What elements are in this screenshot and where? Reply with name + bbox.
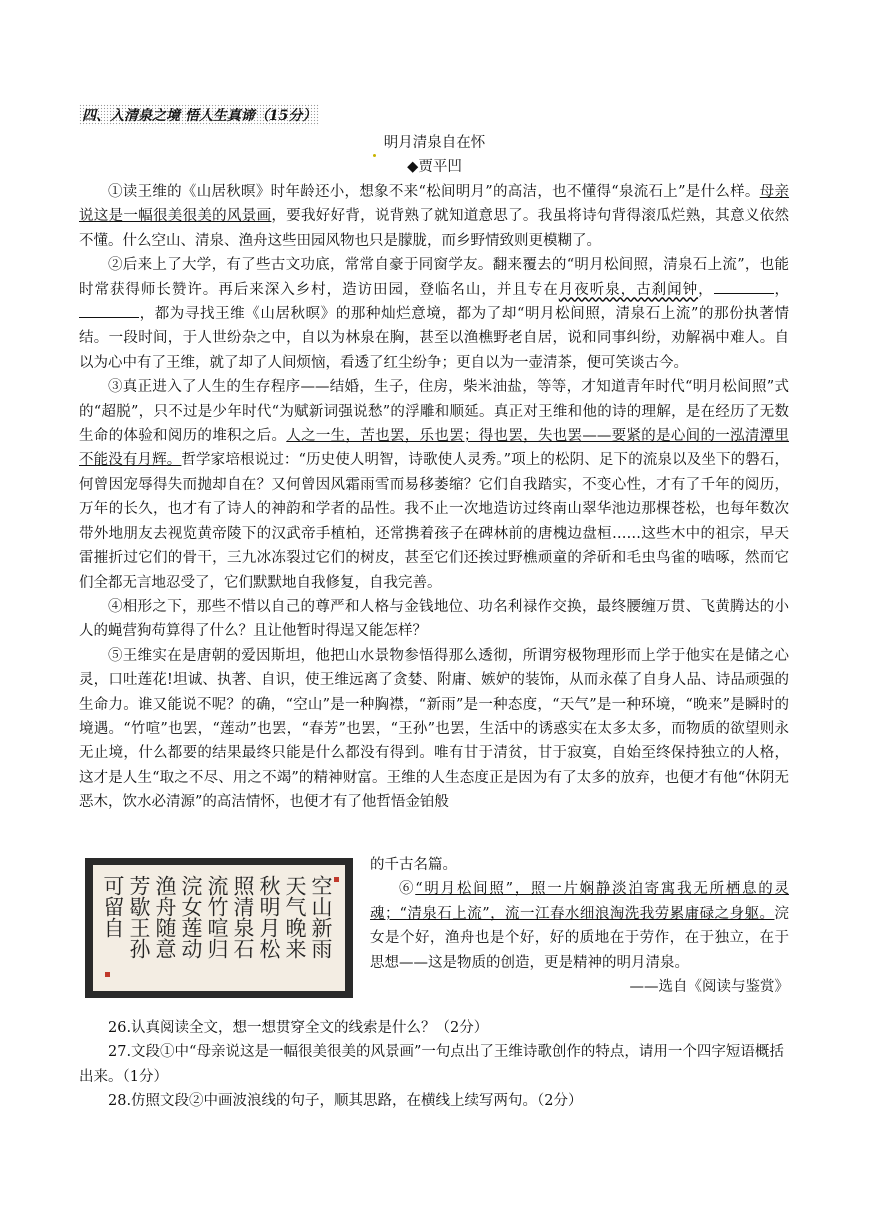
paragraph-5-end: 的千古名篇。 [370,857,457,873]
article-title: 明月清泉自在怀 [383,135,486,151]
p3-text: ③真正进入了人生的生存程序——结婚，生子，住房，柴米油盐，等等，才知道青年时代“明月松间照”式的“超脱”，只不过是少年时代“为赋新词强说愁”的浮雕和顺延。真正对王维和他的诗的理解，是在经历了无数生命的体验和阅历的堆积之后。 [79,379,789,445]
p2-wavy-phrase: 月夜听泉，古刹闻钟 [558,281,699,298]
p2-comma: ， [698,281,714,298]
paragraph-5: ⑤王维实在是唐朝的爱因斯坦，他把山水景物参悟得那么透彻，所谓穷极物理形而上学于他实在是储之心灵，口吐莲花!坦诚、执著、自识，使王维远离了贪婪、附庸、嫉妒的装饰，从而永葆了自身人品、诗品顽强的生命力。谁又能说不呢？的确，“空山”是一种胸襟，“新雨”是一种态度，“天气”是一种环境，“晚来”是瞬时的境遇。“竹喧”也罢，“莲动”也罢，“春芳”也罢，“王孙”也罢，生活中的诱惑实在太多太多，而物质的欲望则永无止境，什么都要的结果最终只能是什么都没有得到。唯有甘于清贫，甘于寂寞，自始至终保持独立的人格，这才是人生“取之不尽、用之不竭”的精神财富。王维的人生态度正是因为有了太多的放弃，也便才有他“休阴无恶木，饮水必清源”的高洁情怀，也便才有了他哲悟金铂般 [79,647,789,811]
seal-stamp [334,877,339,882]
question-27: 27.文段①中“母亲说这是一幅很美很美的风景画”一句点出了王维诗歌创作的特点，请用一个四字短语概括出来。（1分） [79,1044,784,1085]
p3-underlined: 人之一生，苦也罢，乐也罢；得也罢，失也罢——要紧的是心间的一泓清潭里不能没有月辉。 [79,428,790,469]
article-author: ◆贾平凹 [407,159,462,175]
calligraphy-column: 秋明月松 [257,875,281,959]
calligraphy-column: 渔舟随意 [153,875,177,959]
p1-text: ①读王维的《山居秋暝》时年龄还小，想象不来“松间明月”的高洁，也不懂得“泉流石上”是什么样。 [108,184,760,200]
calligraphy-column: 流竹喧归 [205,875,229,959]
questions [79,1016,789,1114]
paragraph-4: ④相形之下，那些不惜以自己的尊严和人格与金钱地位、功名利禄作交换，最终腰缠万贯、飞黄腾达的小人的蝇营狗苟算得了什么？且让他暂时得逞又能怎样？ [79,598,789,640]
calligraphy-image [85,858,353,998]
p2-comma-2: ， [773,281,790,298]
paragraph-2 [79,253,789,375]
calligraphy-column: 照清泉石 [231,875,255,959]
calligraphy-column: 可留自 [101,875,125,938]
p1-text-end: ，要我好好背，说背熟了就知道意思了。我虽将诗句背得滚瓜烂熟，其意义依然不懂。什么空山、清泉、渔舟这些田园风物也只是朦胧，而乡野情致则更模糊了。 [79,208,789,249]
paragraph-6-block [370,853,789,999]
question-26: 26.认真阅读全文，想一想贯穿全文的线索是什么？（2分） [108,1020,489,1036]
article-source: ——选自《阅读与鉴赏》 [629,979,789,996]
calligraphy-column: 天气晚来 [283,875,307,959]
p6-underlined: “明月松间照”，照一片娴静淡泊寄寓我无所栖息的灵魂；“清泉石上流”，流一江春水细浪淘洗我劳累庸碌之身躯。 [370,881,790,922]
seal-stamp [105,972,110,977]
p6-text-end: 浣女是个好，渔舟也是个好，好的质地在于劳作，在于独立，在于思想——这是物质的创造，更是精神的明月清泉。 [370,905,789,971]
calligraphy-column: 空山新雨 [309,875,333,959]
answer-blank-1[interactable] [714,279,774,294]
paragraph-3 [79,375,789,595]
calligraphy-paper [93,865,345,991]
paragraph-6 [370,877,789,975]
answer-blank-2[interactable] [79,303,139,318]
paragraph-1 [79,180,789,253]
section-heading: 四、入清泉之境 悟人生真谛（15分） [79,104,319,126]
p3-text-end: 哲学家培根说过：“历史使人明智，诗歌使人灵秀。”项上的松阴、足下的流泉以及坐下的磐石，何曾因宠辱得失而抛却自在？又何曾因风霜雨雪而易移萎缩？它们自我踏实，不变心性，才有了千年的阅历，万年的长久，也才有了诗人的神韵和学者的品性。我不止一次地造访过终南山翠华池边那棵苍松，也每年数次带外地朋友去视览黄帝陵下的汉武帝手植柏，还常携着孩子在碑林前的唐槐边盘桓……这些木中的祖宗，早天雷摧折过它们的骨干，三九冰冻裂过它们的树皮，甚至它们还挨过野樵顽童的斧斫和毛虫鸟雀的啮啄，然而它们全都无言地忍受了，它们默默地自我修复，自我完善。 [79,452,789,591]
question-28: 28.仿照文段②中画波浪线的句子，顺其思路，在横线上续写两句。（2分） [108,1093,583,1110]
calligraphy-column: 芳歇王孙 [127,875,151,959]
calligraphy-column: 浣女莲动 [179,875,203,959]
image-text-block [79,851,789,1001]
p1-underlined: 母亲说这是一幅很美很美的风景画 [79,184,790,225]
p2-text-end: ，都为寻找王维《山居秋暝》的那种灿烂意境，都为了却“明月松间照，清泉石上流”的那份执著情结。一段时间，于人世纷杂之中，自以为林泉在胸，甚至以渔樵野老自居，说和同事纠纷，劝解祸中难人。自以为心中有了王维，就了却了人间烦恼，看透了红尘纷争；更自以为一壶清茶，便可笑谈古今。 [79,306,789,371]
article-body [79,180,789,815]
p6-number: ⑥ [399,881,416,898]
p2-text: ②后来上了大学，有了些古文功底，常常自豪于同窗学友。翻来覆去的“明月松间照，清泉石上流”，也能时常获得师长赞许。再后来深入乡村，造访田园，登临名山，并且专在 [79,257,789,298]
